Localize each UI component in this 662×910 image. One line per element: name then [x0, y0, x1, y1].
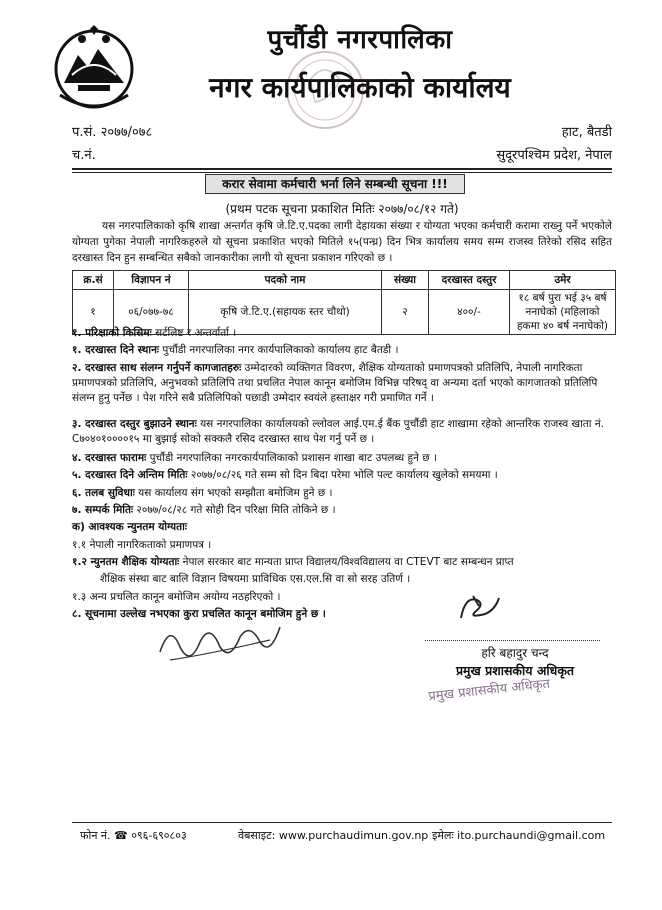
qualification-heading: क) आवश्यक न्युनतम योग्यताः [72, 521, 187, 533]
cell-age: १८ बर्ष पुरा भई ३५ बर्ष ननाघेको (महिलाको हकमा ४० बर्ष ननाघेको) [510, 290, 616, 335]
notice-heading: करार सेवामा कर्मचारी भर्ना लिने सम्बन्धी सूचना !!! [205, 174, 465, 194]
table-header-row [73, 271, 616, 290]
qualification-item: १.१ नेपाली नागरिकताको प्रमाणपत्र । [72, 539, 212, 551]
office-name: नगर कार्यपालिकाको कार्यालय [209, 71, 511, 104]
col-count: संख्या [382, 271, 429, 290]
qualification-item: १.२ न्युनतम शैक्षिक योग्यताः नेपाल सरकार बाट मान्यता प्राप्त विद्यालय/विश्वविद्यालय वा CTEVT बाट सम्बन्धन प्राप्त [72, 556, 514, 568]
signature-mark [455, 592, 503, 624]
header-divider-thin [72, 172, 612, 173]
qualification-item-continued: शैक्षिक संस्था बाट बालि विज्ञान विषयमा प्राविधिक एस.एल.सि वा सो सरह उतिर्ण । [100, 573, 411, 585]
handwritten-signature [150, 612, 290, 672]
notice-subtitle: (प्रथम पटक सूचना प्रकाशित मितिः २०७७/०८/१२ गते) [225, 202, 459, 216]
cell-post-name: कृषि जे.टि.ए.(सहायक स्तर चौथो) [189, 290, 382, 335]
list-item: १. परिक्षाको किसिमः सर्टलिष्ट र अन्तर्वार्ता । [72, 327, 237, 339]
signatory-title: प्रमुख प्रशासकीय अधिकृत [455, 663, 575, 678]
reference-number: प.सं. २०७७/०७८ [72, 125, 153, 140]
qualification-item: १.३ अन्य प्रचलित कानून बमोजिम अयोग्य नठहरिएको । [72, 591, 281, 603]
list-item: ६. तलब सुविधाः यस कार्यालय संग भएको सम्झौता बमोजिम हुने छ । [72, 487, 333, 499]
footer-website[interactable]: वेबसाइट: www.purchaudimun.gov.np [238, 829, 429, 842]
footer-email[interactable]: इमेलः ito.purchaundi@gmail.com [432, 829, 606, 842]
list-item: ४. दरखास्त फारामः पुर्चौडी नगरपालिका नगरकार्यपालिकाको प्रशासन शाखा बाट उपलब्ध हुने छ । [72, 452, 437, 464]
designation-stamp: प्रमुख प्रशासकीय अधिकृत [427, 676, 551, 705]
list-item: ३. दरखास्त दस्तुर बुझाउने स्थानः यस नगरपालिका कार्यालयको ल्लोवल आई.एम.ई बैंक पुर्चौडी हाट शाखामा रहेको आन्तरिक राजस्व खाता नं. C७०४०१००००१५ मा बुझाई सोको सक्कलै रसिद दरखास्त साथ पेश गर्नु पर्ने छ । [72, 418, 605, 445]
office-place: हाट, बैतडी [561, 125, 612, 140]
list-item: ५. दरखास्त दिने अन्तिम मितिः २०७७/०८/२६ गते सम्म सो दिन बिदा परेमा भोलि पल्ट कार्यालय खुलेको समयमा । [72, 469, 498, 481]
organization-name: पुर्चौडी नगरपालिका [267, 25, 453, 55]
col-fee: दरखास्त दस्तुर [429, 271, 510, 290]
cell-advert-no: ०६/०७७-७८ [114, 290, 189, 335]
signatory-name: हरि बहादुर चन्द [481, 646, 549, 660]
notice-intro: यस नगरपालिकाको कृषि शाखा अन्तर्गत कृषि जे.टि.ए.पदका लागी देहायका संख्या र योग्यता भएका कर्मचारी करामा राख्नु पर्ने भएकोले योग्यता पुगेका नेपाली नागरिकहरुले यो सूचना प्रकाशित भएको मितिले १५(पन्ध्र) दिन भित्र कार्यालय समय सम्म राजस्व तिरेको रसिद सहित दरखास्त दिन हुन सम्बन्धित सबैको जानकारीका लागी यो सूचना प्रकाशन गरिएको छ । [72, 220, 612, 264]
list-item: १. दरखास्त दिने स्थानः पुर्चौडी नगरपालिका नगर कार्यपालिकाको कार्यालय हाट बैतडी । [72, 344, 399, 356]
col-advert-no: विज्ञापन नं [114, 271, 189, 290]
list-item: २. दरखास्त साथ संलग्न गर्नुपर्ने कागजातहरुः उम्मेदारको व्यक्तिगत विवरण, शैक्षिक योग्यताको प्रमाणपत्रको प्रतिलिपि, नेपाली नागरिकता प्रमाणपत्रको प्रतिलिपि, अनुभवको प्रतिलिपि तथा प्रचलित नेपाल कानून बमोजिम विभिन्न परिषद् वा अन्यमा दर्ता भएको कागजातको प्रतिलिपि संलग्न हुनु पर्नेछ । पेश गरिने सबै प्रतिलिपिको पछाडी उम्मेदार स्वयंले हस्ताक्षर गरी प्रमाणित गर्ने । [72, 362, 598, 404]
footer-phone: फोन नं. ☎ ०९६-६९०८०३ [80, 829, 187, 842]
col-age: उमेर [510, 271, 616, 290]
footer-divider [72, 822, 612, 823]
col-post-name: पदको नाम [189, 271, 382, 290]
header-divider [72, 168, 612, 170]
closing-note: ८. सूचनामा उल्लेख नभएका कुरा प्रचलित कानून बमोजिम हुने छ । [72, 608, 326, 620]
cell-serial: १ [73, 290, 114, 335]
col-serial: क्र.सं [73, 271, 114, 290]
dispatch-number: च.नं. [72, 148, 96, 163]
province-line: सुदूरपश्चिम प्रदेश, नेपाल [496, 148, 612, 163]
government-emblem-icon [52, 25, 136, 115]
list-item: ७. सम्पर्क मितिः २०७७/०८/२८ गते सोही दिन परिक्षा मिति तोकिने छ । [72, 504, 336, 516]
signature-line [425, 640, 600, 641]
cell-count: २ [382, 290, 429, 335]
cell-fee: ४००/- [429, 290, 510, 335]
